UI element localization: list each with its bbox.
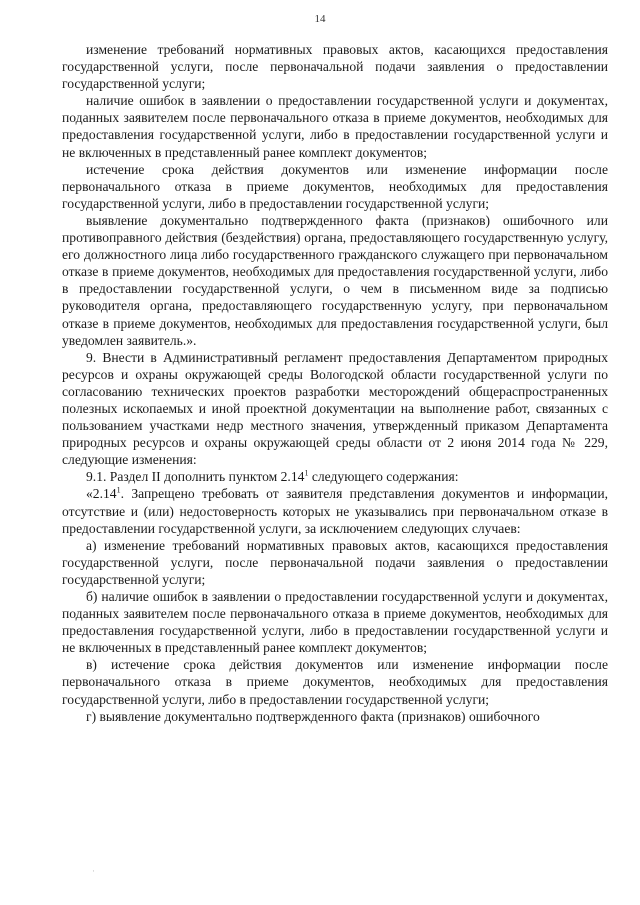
page-number: 14 bbox=[314, 13, 326, 25]
paragraph-case-v: в) истечение срока действия документов или изменение информации после первоначального отказа в приеме документов, необходимых для предоставления государственной услуги, либо в предоставлении государственной услуги; bbox=[62, 657, 608, 707]
clause-2-14-1-number: «2.14 bbox=[86, 486, 117, 502]
document-body bbox=[62, 41, 608, 725]
paragraph-clause-2-14-1 bbox=[62, 485, 608, 536]
scan-mark: · bbox=[92, 866, 95, 876]
paragraph-application-errors: наличие ошибок в заявлении о предоставлении государственной услуги и документах, поданных заявителем после первоначального отказа в приеме документов, необходимых для предоставления государственной услуги, либо в предоставлении государственной услуги и не включенных в представленный ранее комплект документов; bbox=[62, 93, 608, 160]
superscript: 1 bbox=[304, 468, 309, 478]
paragraph-requirement-change: изменение требований нормативных правовых актов, касающихся предоставления государственной услуги, после первоначальной подачи заявления о предоставлении государственной услуги; bbox=[62, 42, 608, 92]
paragraph-item-9-1 bbox=[62, 468, 608, 485]
paragraph-item-9: 9. Внести в Административный регламент предоставления Департаментом природных ресурсов и охраны окружающей среды Вологодской области государственной услуги по согласованию технических проектов разработки месторождений общераспространенных полезных ископаемых и иной проектной документации на выполнение работ, связанных с пользованием участками недр местного значения, утвержденный приказом Департамента природных ресурсов и охраны окружающей среды области от 2 июня 2014 года № 229, следующие изменения: bbox=[62, 349, 608, 468]
superscript: 1 bbox=[116, 485, 121, 495]
clause-2-14-1-text: . Запрещено требовать от заявителя представления документов и информации, отсутствие и (или) недостоверность которых не указывались при первоначальном отказе в предоставлении государственной услуги, за исключением следующих случаев: bbox=[62, 486, 608, 536]
paragraph-erroneous-action: выявление документально подтвержденного факта (признаков) ошибочного или противоправного действия (бездействия) органа, предоставляющего государственную услугу, его должностного лица либо государственного гражданского служащего при первоначальном отказе в приеме документов, необходимых для предоставления государственной услуги, либо в предоставлении государственной услуги, о чем в письменном виде за подписью руководителя органа, предоставляющего государственную услугу, при первоначальном отказе в приеме документов, необходимых для предоставления государственной услуги, был уведомлен заявитель.». bbox=[62, 212, 608, 348]
paragraph-document-expiry: истечение срока действия документов или изменение информации после первоначального отказа в приеме документов, необходимых для предоставления государственной услуги, либо в предоставлении государственной услуги; bbox=[62, 161, 608, 211]
item-9-1-text-end: следующего содержания: bbox=[308, 469, 459, 485]
item-9-1-text-start: 9.1. Раздел II дополнить пунктом 2.14 bbox=[86, 469, 305, 485]
paragraph-case-a: а) изменение требований нормативных правовых актов, касающихся предоставления государственной услуги, после первоначальной подачи заявления о предоставлении государственной услуги; bbox=[62, 537, 608, 587]
paragraph-case-g: г) выявление документально подтвержденного факта (признаков) ошибочного bbox=[86, 708, 540, 724]
paragraph-case-b: б) наличие ошибок в заявлении о предоставлении государственной услуги и документах, поданных заявителем после первоначального отказа в приеме документов, необходимых для предоставления государственной услуги, либо в предоставлении государственной услуги и не включенных в представленный ранее комплект документов; bbox=[62, 589, 608, 656]
